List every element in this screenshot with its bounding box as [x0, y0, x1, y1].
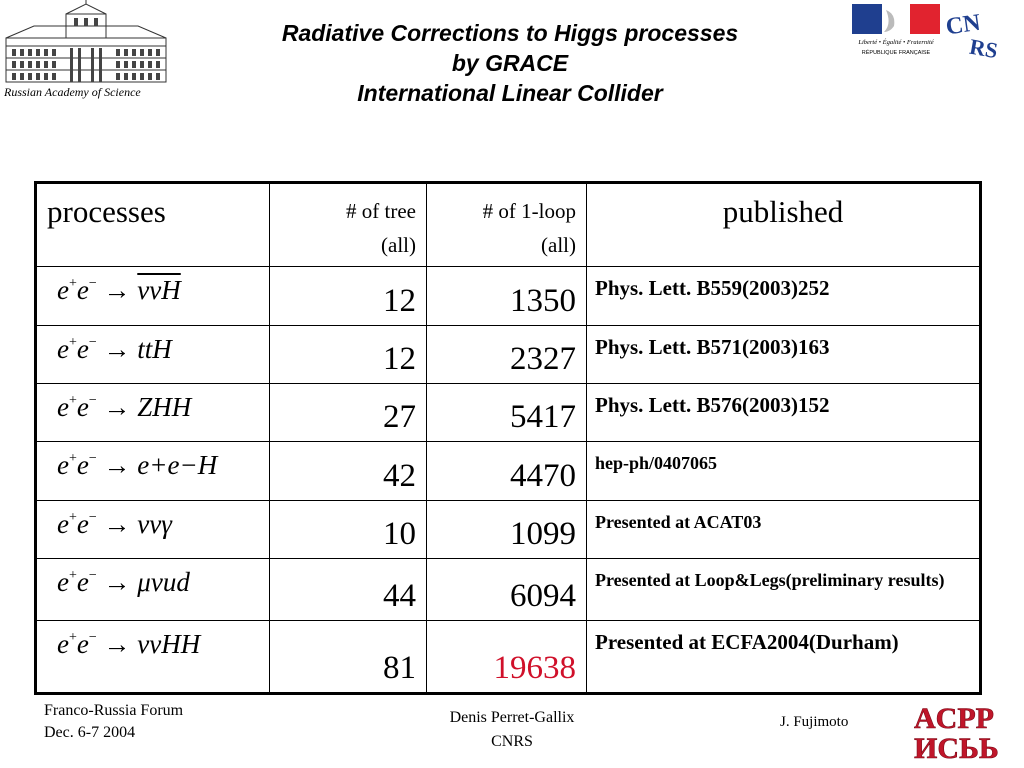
- header-tree-line2: (all): [381, 233, 416, 257]
- footer-author: J. Fujimoto: [780, 714, 849, 730]
- acpp-logo-top: ACPP: [914, 702, 994, 735]
- arrow: →: [103, 333, 131, 364]
- publication: Presented at Loop&Legs(preliminary results): [587, 559, 981, 621]
- left-logo-caption: Russian Academy of Science: [4, 85, 141, 99]
- process-cell: e+e− → e+e−H: [36, 442, 270, 500]
- table-row: [36, 384, 981, 442]
- loop-count-highlight: 19638: [427, 621, 587, 694]
- header-published: published: [587, 183, 981, 267]
- footer-event: [44, 700, 183, 744]
- loop-count: 5417: [427, 384, 587, 442]
- rf-subtitle: RÉPUBLIQUE FRANÇAISE: [861, 50, 931, 56]
- final-state: ZHH: [137, 392, 192, 423]
- table-header-row: [36, 183, 981, 267]
- tree-count: 81: [270, 621, 427, 694]
- cnrs-logo: [944, 6, 1010, 64]
- republique-francaise-logo: [852, 4, 940, 60]
- final-state: ννHH: [137, 629, 201, 660]
- final-state: e+e−H: [137, 450, 218, 481]
- process-cell: e+e− → μνud: [36, 559, 270, 621]
- publication: Presented at ECFA2004(Durham): [587, 621, 981, 694]
- arrow: →: [103, 450, 131, 481]
- arrow: →: [103, 508, 131, 539]
- loop-count: 6094: [427, 559, 587, 621]
- svg-text:CN: CN: [944, 9, 983, 41]
- table-row: [36, 267, 981, 325]
- higgs-processes-table: [34, 181, 982, 695]
- footer-presenter: [422, 706, 602, 754]
- table-row: [36, 621, 981, 694]
- loop-count: 1350: [427, 267, 587, 325]
- tree-count: 44: [270, 559, 427, 621]
- footer-presenter-name: Denis Perret-Gallix: [449, 709, 575, 726]
- publication: Phys. Lett. B576(2003)152: [587, 384, 981, 442]
- header-tree: [270, 183, 427, 267]
- process-cell: e+e− → ννγ: [36, 500, 270, 558]
- header-loop-line1: # of 1-loop: [482, 199, 576, 223]
- loop-count: 2327: [427, 325, 587, 383]
- arrow: →: [103, 567, 131, 598]
- header-loop-line2: (all): [541, 233, 576, 257]
- header-tree-line1: # of tree: [346, 199, 416, 223]
- acpp-logo: [912, 700, 1010, 762]
- arrow: →: [103, 392, 131, 423]
- final-state: ννγ: [137, 508, 172, 539]
- title-line-1: Radiative Corrections to Higgs processes: [281, 20, 739, 46]
- russian-academy-building-logo: [4, 0, 168, 86]
- publication: hep-ph/0407065: [587, 442, 981, 500]
- slide-title: [190, 18, 830, 108]
- tree-count: 12: [270, 325, 427, 383]
- arrow: →: [103, 275, 131, 306]
- process-cell: e+e− → ZHH: [36, 384, 270, 442]
- tree-count: 42: [270, 442, 427, 500]
- final-state: $\overline{\nu\nu H}$: [137, 275, 181, 306]
- table-row: [36, 325, 981, 383]
- final-state: ttH: [137, 333, 172, 364]
- title-line-2: by GRACE: [451, 50, 569, 76]
- tree-count: 12: [270, 267, 427, 325]
- publication: Phys. Lett. B559(2003)252: [587, 267, 981, 325]
- arrow: →: [103, 629, 131, 660]
- loop-count: 1099: [427, 500, 587, 558]
- tree-count: 27: [270, 384, 427, 442]
- header-processes: processes: [36, 183, 270, 267]
- process-cell: e+e− → ννHH: [36, 621, 270, 694]
- process-cell: e+e− → ttH: [36, 325, 270, 383]
- publication: Presented at ACAT03: [587, 500, 981, 558]
- final-state: μνud: [137, 567, 190, 598]
- process-cell: $e^+e^- \to \overline{\nu\nu H}$: [36, 267, 270, 325]
- publication: Phys. Lett. B571(2003)163: [587, 325, 981, 383]
- footer-event-date: Dec. 6-7 2004: [44, 724, 136, 741]
- title-line-3: International Linear Collider: [357, 80, 663, 106]
- footer-event-name: Franco-Russia Forum: [44, 702, 184, 719]
- header-loop: [427, 183, 587, 267]
- svg-text:RS: RS: [967, 33, 1000, 64]
- rf-motto: Liberté • Égalité • Fraternité: [858, 39, 934, 46]
- table-row: [36, 500, 981, 558]
- table-row: [36, 559, 981, 621]
- loop-count: 4470: [427, 442, 587, 500]
- tree-count: 10: [270, 500, 427, 558]
- table-row: [36, 442, 981, 500]
- acpp-logo-bottom: ИСЬЬ: [914, 732, 999, 762]
- footer-presenter-affiliation: CNRS: [491, 733, 533, 750]
